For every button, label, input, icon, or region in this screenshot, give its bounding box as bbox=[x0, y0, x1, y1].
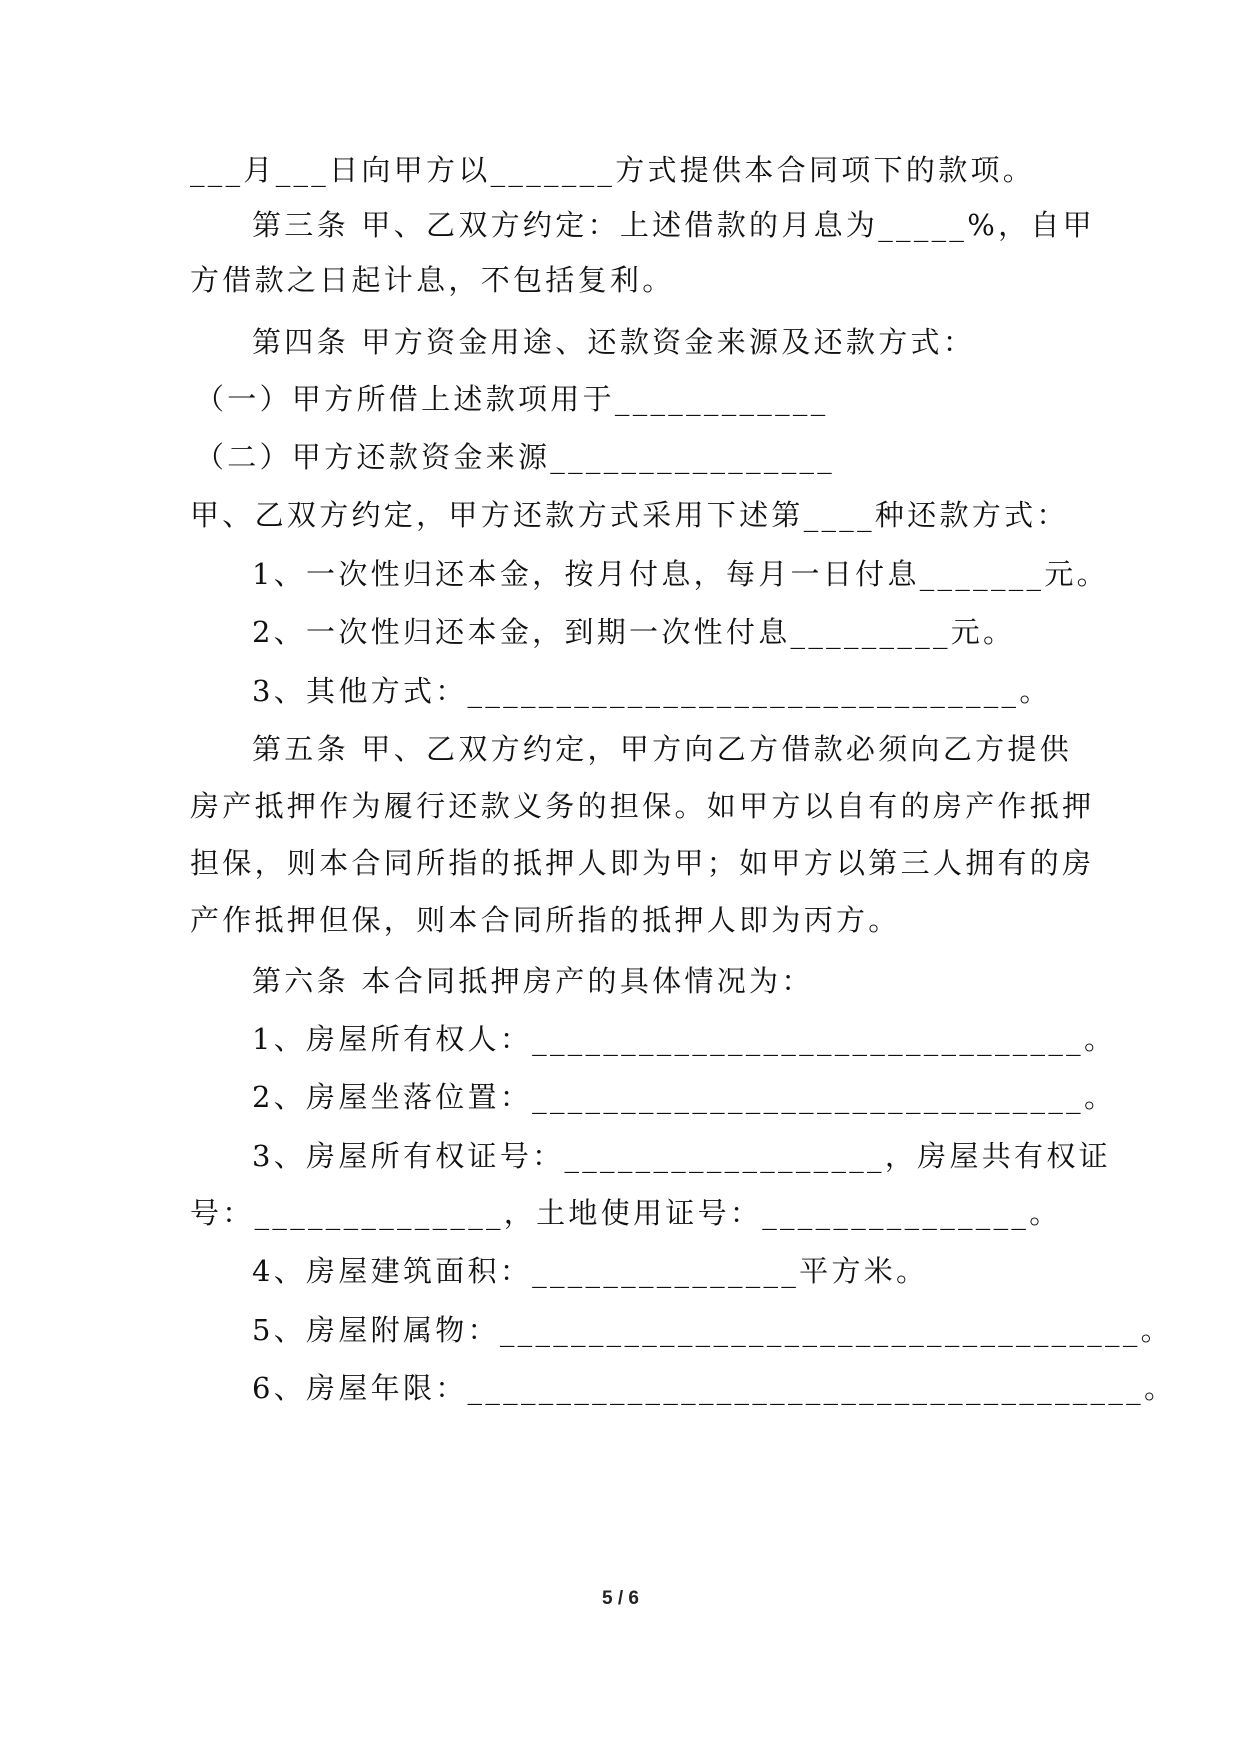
repayment-choice-line: 甲、乙双方约定，甲方还款方式采用下述第____种还款方式： bbox=[190, 498, 1069, 532]
text-line-1: ___月___日向甲方以_______方式提供本合同项下的款项。 bbox=[190, 153, 1036, 187]
property-certificate-line-1: 3、房屋所有权证号：__________________，房屋共有权证 bbox=[252, 1139, 1111, 1173]
property-appurtenances-line: 5、房屋附属物：____________________________________。 bbox=[252, 1313, 1173, 1347]
article-5-line-3: 担保，则本合同所指的抵押人即为甲；如甲方以第三人拥有的房 bbox=[190, 846, 1095, 880]
page-number: 5 / 6 bbox=[602, 1588, 639, 1609]
property-certificate-line-2: 号：______________，土地使用证号：_______________。 bbox=[190, 1196, 1062, 1230]
repayment-option-2: 2、一次性归还本金，到期一次性付息_________元。 bbox=[252, 615, 1016, 649]
property-owner-line: 1、房屋所有权人：_______________________________。 bbox=[252, 1022, 1117, 1056]
article-5-line-4: 产作抵押但保，则本合同所指的抵押人即为丙方。 bbox=[190, 903, 901, 937]
repayment-option-3: 3、其他方式：_______________________________。 bbox=[252, 674, 1052, 708]
article-5-line-2: 房产抵押作为履行还款义务的担保。如甲方以自有的房产作抵押 bbox=[190, 789, 1095, 823]
article-5-line-1: 第五条 甲、乙双方约定，甲方向乙方借款必须向乙方提供 bbox=[252, 732, 1073, 766]
article-3-line-2: 方借款之日起计息，不包括复利。 bbox=[190, 263, 675, 297]
article-3-line-1: 第三条 甲、乙双方约定：上述借款的月息为_____%，自甲 bbox=[252, 208, 1095, 242]
article-4-heading: 第四条 甲方资金用途、还款资金来源及还款方式： bbox=[252, 325, 976, 359]
property-area-line: 4、房屋建筑面积：_______________平方米。 bbox=[252, 1254, 929, 1288]
property-location-line: 2、房屋坐落位置：_______________________________。 bbox=[252, 1080, 1117, 1114]
repayment-option-1: 1、一次性归还本金，按月付息，每月一日付息_______元。 bbox=[252, 557, 1109, 591]
article-4-item-1: （一）甲方所借上述款项用于____________ bbox=[195, 382, 829, 416]
property-age-line: 6、房屋年限：______________________________________。 bbox=[252, 1371, 1177, 1405]
article-6-heading: 第六条 本合同抵押房产的具体情况为： bbox=[252, 964, 814, 998]
article-4-item-2: （二）甲方还款资金来源________________ bbox=[195, 440, 836, 474]
